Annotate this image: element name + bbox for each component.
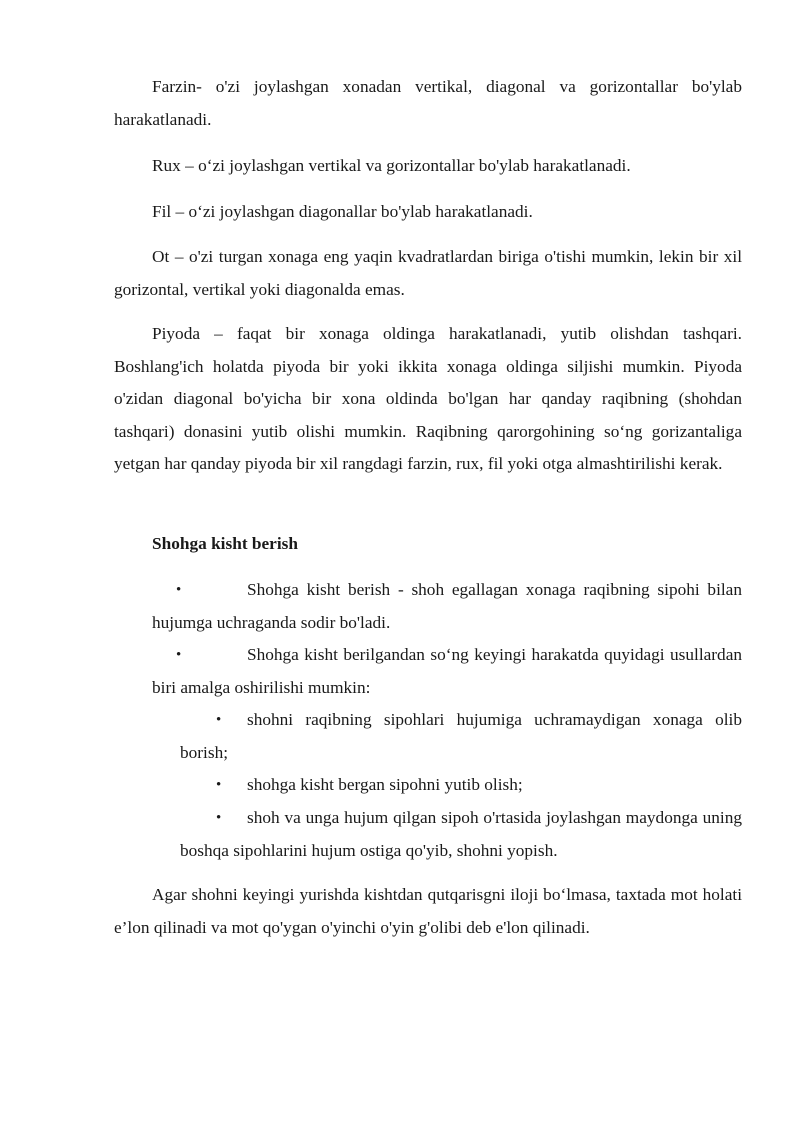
- bullet-icon: •: [176, 582, 182, 598]
- section-heading: Shohga kisht berish: [152, 534, 298, 553]
- bullet-icon: •: [216, 712, 222, 728]
- bullet-icon: •: [216, 777, 222, 793]
- sub-list-item: [180, 802, 742, 867]
- paragraph-rux: Rux – o‘zi joylashgan vertikal va gorizontallar bo'ylab harakatlanadi.: [152, 156, 631, 175]
- list-item-text: Shohga kisht berish - shoh egallagan xonaga raqibning sipohi bilan hujumga uchraganda sodir bo'ladi.: [152, 580, 742, 632]
- list-item-text: shohni raqibning sipohlari hujumiga uchramaydigan xonaga olib borish;: [180, 710, 742, 762]
- sub-list-item: [180, 704, 742, 769]
- sub-list-item: [180, 769, 742, 802]
- bullet-icon: •: [176, 647, 182, 663]
- paragraph-conclusion: Agar shohni keyingi yurishda kishtdan qutqarisgni iloji bo‘lmasa, taxtada mot holati e’lon qilinadi va mot qo'ygan o'yinchi o'yin g'olibi deb e'lon qilinadi.: [114, 885, 742, 937]
- list-item-text: Shohga kisht berilgandan so‘ng keyingi harakatda quyidagi usullardan biri amalga oshirilishi mumkin:: [152, 645, 742, 697]
- bullet-icon: •: [216, 810, 222, 826]
- paragraph-fil: Fil – o‘zi joylashgan diagonallar bo'ylab harakatlanadi.: [152, 202, 533, 221]
- paragraph-farzin: Farzin- o'zi joylashgan xonadan vertikal, diagonal va gorizontallar bo'ylab harakatlanadi.: [114, 77, 742, 129]
- list-item: [152, 574, 742, 639]
- paragraph-piyoda: Piyoda – faqat bir xonaga oldinga harakatlanadi, yutib olishdan tashqari. Boshlang'ich holatda piyoda bir yoki ikkita xonaga oldinga siljishi mumkin. Piyoda o'zidan diagonal bo'yicha bir xona oldinda bo'lgan har qanday raqibning (shohdan tashqari) donasini yutib olishi mumkin. Raqibning qarorgohining so‘ng gorizantaliga yetgan har qanday piyoda bir xil rangdagi farzin, rux, fil yoki otga almashtirilishi kerak.: [114, 324, 742, 474]
- list-item-text: shoh va unga hujum qilgan sipoh o'rtasida joylashgan maydonga uning boshqa sipohlarini hujum ostiga qo'yib, shohni yopish.: [180, 808, 742, 860]
- list-item: [152, 639, 742, 704]
- list-item-text: shohga kisht bergan sipohni yutib olish;: [247, 775, 523, 794]
- paragraph-ot: Ot – o'zi turgan xonaga eng yaqin kvadratlardan biriga o'tishi mumkin, lekin bir xil gorizontal, vertikal yoki diagonalda emas.: [114, 247, 742, 299]
